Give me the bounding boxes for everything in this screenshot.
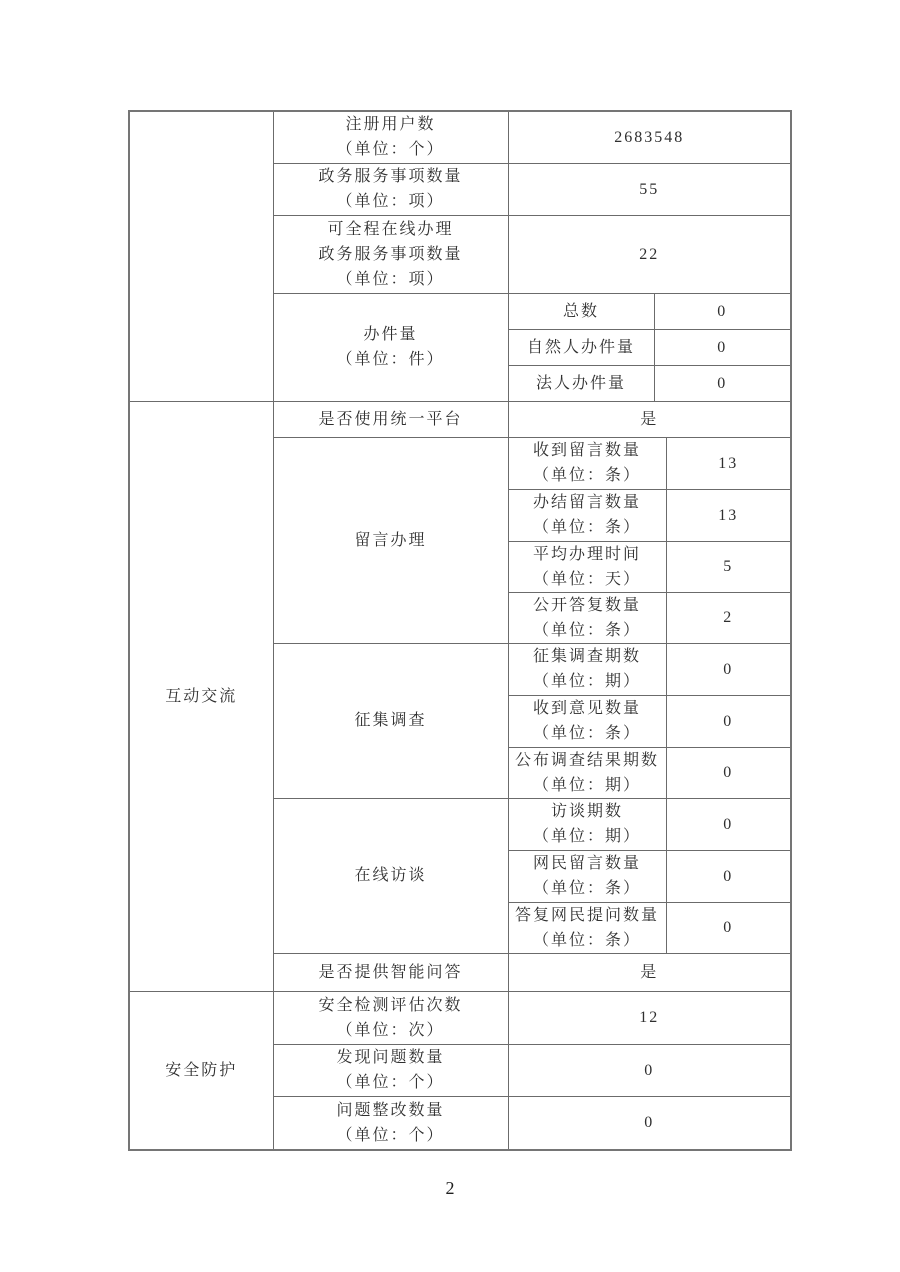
category-cell-top xyxy=(129,111,273,401)
results-published-unit: （单位：期） xyxy=(532,776,641,794)
interview-sessions-unit: （单位：期） xyxy=(532,828,641,845)
registered-users-label: 注册用户数 xyxy=(345,116,436,134)
public-replies-label: 公开答复数量 xyxy=(532,596,641,614)
online-service-items-label-1: 可全程在线办理 xyxy=(327,220,454,238)
survey-issues-unit: （单位：期） xyxy=(532,673,641,690)
online-interview-cell: 在线访谈 xyxy=(273,798,508,953)
results-published-cell xyxy=(508,747,666,798)
service-items-cell xyxy=(273,163,508,215)
messages-resolved-label: 办结留言数量 xyxy=(532,494,641,511)
online-service-items-label-2: 政务服务事项数量 xyxy=(318,245,463,263)
netizen-messages-unit: （单位：条） xyxy=(532,880,641,897)
interview-sessions-label: 访谈期数 xyxy=(550,803,623,820)
service-items-value: 55 xyxy=(508,163,791,215)
problems-fixed-value: 0 xyxy=(508,1096,791,1150)
online-service-items-cell xyxy=(273,215,508,293)
opinions-received-value: 0 xyxy=(666,695,791,747)
service-items-unit: （单位：项） xyxy=(336,193,445,210)
message-handling-cell: 留言办理 xyxy=(273,437,508,643)
problems-fixed-unit: （单位：个） xyxy=(336,1126,445,1144)
netizen-messages-cell xyxy=(508,850,666,902)
survey-collection-cell: 征集调查 xyxy=(273,643,508,798)
netizen-messages-value: 0 xyxy=(666,850,791,902)
category-cell-interaction xyxy=(129,401,273,991)
messages-received-cell xyxy=(508,437,666,489)
avg-handling-time-cell xyxy=(508,541,666,592)
registered-users-cell xyxy=(273,111,508,163)
online-service-items-unit: （单位：项） xyxy=(336,270,445,288)
survey-issues-cell xyxy=(508,643,666,695)
questions-answered-cell xyxy=(508,902,666,953)
online-service-items-value: 22 xyxy=(508,215,791,293)
problems-fixed-cell xyxy=(273,1096,508,1150)
messages-received-unit: （单位：条） xyxy=(532,467,641,484)
security-assessments-label: 安全检测评估次数 xyxy=(318,996,463,1014)
avg-handling-time-value: 5 xyxy=(666,541,791,592)
interview-sessions-value: 0 xyxy=(666,798,791,850)
report-table xyxy=(128,110,792,1151)
problems-found-unit: （单位：个） xyxy=(336,1074,445,1091)
questions-answered-label: 答复网民提问数量 xyxy=(514,906,659,924)
messages-resolved-value: 13 xyxy=(666,489,791,541)
questions-answered-unit: （单位：条） xyxy=(532,931,641,949)
public-replies-value: 2 xyxy=(666,592,791,643)
problems-found-value: 0 xyxy=(508,1044,791,1096)
messages-received-value: 13 xyxy=(666,437,791,489)
case-legal-label: 法人办件量 xyxy=(508,365,654,401)
messages-received-label: 收到留言数量 xyxy=(532,442,641,459)
page-number: 2 xyxy=(445,1178,455,1198)
smart-qa-value: 是 xyxy=(508,953,791,991)
avg-handling-time-label: 平均办理时间 xyxy=(532,545,641,563)
problems-found-label: 发现问题数量 xyxy=(336,1049,445,1066)
service-items-label: 政务服务事项数量 xyxy=(318,168,463,185)
case-total-label: 总数 xyxy=(508,293,654,329)
netizen-messages-label: 网民留言数量 xyxy=(532,855,641,872)
case-volume-cell xyxy=(273,293,508,401)
category-interaction-label: 互动交流 xyxy=(165,687,238,705)
results-published-value: 0 xyxy=(666,747,791,798)
problems-fixed-label: 问题整改数量 xyxy=(336,1101,445,1119)
public-replies-unit: （单位：条） xyxy=(532,621,641,639)
registered-users-unit: （单位：个） xyxy=(336,141,445,159)
survey-issues-label: 征集调查期数 xyxy=(532,648,641,665)
opinions-received-unit: （单位：条） xyxy=(532,725,641,742)
unified-platform-value: 是 xyxy=(508,401,791,437)
messages-resolved-unit: （单位：条） xyxy=(532,519,641,536)
public-replies-cell xyxy=(508,592,666,643)
questions-answered-value: 0 xyxy=(666,902,791,953)
unified-platform-label: 是否使用统一平台 xyxy=(273,401,508,437)
case-volume-unit: （单位：件） xyxy=(336,351,445,368)
problems-found-cell xyxy=(273,1044,508,1096)
interview-sessions-cell xyxy=(508,798,666,850)
case-volume-label: 办件量 xyxy=(363,326,418,343)
opinions-received-cell xyxy=(508,695,666,747)
case-natural-label: 自然人办件量 xyxy=(508,329,654,365)
smart-qa-label: 是否提供智能问答 xyxy=(273,953,508,991)
case-natural-value: 0 xyxy=(654,329,791,365)
opinions-received-label: 收到意见数量 xyxy=(532,700,641,717)
avg-handling-time-unit: （单位：天） xyxy=(532,570,641,588)
results-published-label: 公布调查结果期数 xyxy=(514,751,659,769)
case-legal-value: 0 xyxy=(654,365,791,401)
category-cell-security xyxy=(129,991,273,1150)
registered-users-value: 2683548 xyxy=(508,111,791,163)
survey-issues-value: 0 xyxy=(666,643,791,695)
messages-resolved-cell xyxy=(508,489,666,541)
security-assessments-unit: （单位：次） xyxy=(336,1021,445,1039)
security-assessments-value: 12 xyxy=(508,991,791,1044)
case-total-value: 0 xyxy=(654,293,791,329)
security-assessments-cell xyxy=(273,991,508,1044)
category-security-label: 安全防护 xyxy=(165,1061,238,1079)
